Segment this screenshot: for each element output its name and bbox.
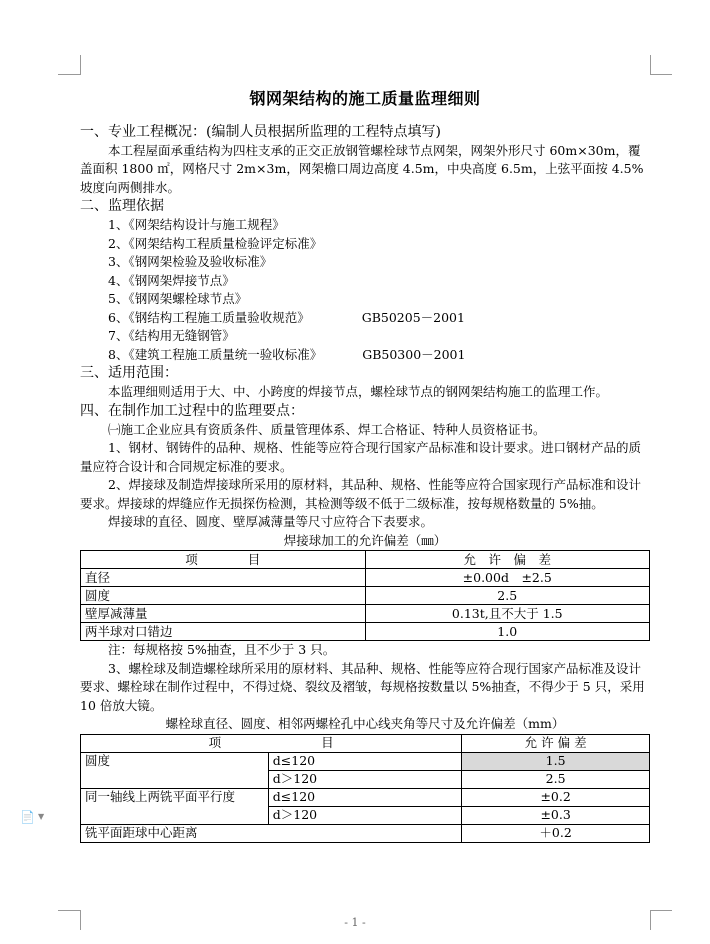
table-cell: 同一轴线上两铣平面平行度 bbox=[81, 788, 269, 824]
standard-code: GB50300－2001 bbox=[362, 346, 466, 362]
table-row bbox=[81, 752, 650, 770]
section-heading: 三、适用范围： bbox=[80, 365, 178, 381]
column-header: 允 许 偏 差 bbox=[365, 551, 650, 569]
table-cell: ＋0.2 bbox=[462, 824, 650, 842]
table-row bbox=[81, 605, 650, 623]
column-header: 项 目 bbox=[81, 734, 462, 752]
table-cell: ±0.00d ±2.5 bbox=[365, 569, 650, 587]
section-heading: 一、专业工程概况：(编制人员根据所监理的工程特点填写) bbox=[80, 123, 441, 140]
table-row bbox=[81, 623, 650, 641]
table-cell: 壁厚减薄量 bbox=[81, 605, 366, 623]
welded-ball-tolerance-table bbox=[80, 550, 650, 641]
list-item: 2、《网架结构工程质量检验评定标准》 bbox=[108, 235, 323, 251]
paragraph: 焊接球的直径、圆度、壁厚减薄量等尺寸应符合下表要求。 bbox=[108, 514, 434, 529]
table-header-row bbox=[81, 734, 650, 752]
table-note: 注：每规格按 5%抽查，且不少于 3 只。 bbox=[108, 642, 336, 657]
table-row bbox=[81, 788, 650, 806]
crop-mark bbox=[80, 55, 81, 75]
standard-code: GB50205－2001 bbox=[361, 309, 465, 325]
table-cell: 直径 bbox=[81, 569, 366, 587]
table-row bbox=[81, 587, 650, 605]
table-cell[interactable]: 1.5 bbox=[462, 752, 650, 770]
page-title: 钢网架结构的施工质量监理细则 bbox=[249, 89, 481, 108]
list-item: 7、《结构用无缝钢管》 bbox=[108, 328, 235, 343]
table-row bbox=[81, 824, 650, 842]
table-cell: 2.5 bbox=[462, 770, 650, 788]
table-cell: 两半球对口错边 bbox=[81, 623, 366, 641]
list-item: 1、《网架结构设计与施工规程》 bbox=[108, 217, 285, 232]
table-row bbox=[81, 569, 650, 587]
table-cell: 铣平面距球中心距离 bbox=[81, 824, 462, 842]
table-cell: ±0.3 bbox=[462, 806, 650, 824]
column-header: 项 目 bbox=[81, 551, 366, 569]
paragraph: 本工程屋面承重结构为四柱支承的正交正放钢管螺栓球节点网架，网架外形尺寸 60m×30m，覆盖面积 1800 ㎡，网格尺寸 2m×3m，网架檐口周边高度 4.5m，中央高度 6.5m，上弦平面按 4.5%坡度向两侧排水。 bbox=[80, 142, 644, 195]
list-item: 4、《钢网架焊接节点》 bbox=[108, 272, 235, 288]
document-icon[interactable]: 📄 bbox=[20, 810, 35, 824]
crop-mark bbox=[650, 55, 651, 75]
paragraph: 本监理细则适用于大、中、小跨度的焊接节点，螺栓球节点的钢网架结构施工的监理工作。 bbox=[108, 384, 609, 399]
section-heading: 二、监理依据 bbox=[80, 198, 164, 214]
table-cell: 圆度 bbox=[81, 587, 366, 605]
chevron-down-icon[interactable]: ▼ bbox=[38, 812, 45, 821]
table-cell: 圆度 bbox=[81, 752, 269, 788]
table-cell: d≤120 bbox=[268, 752, 461, 770]
crop-mark bbox=[650, 74, 672, 75]
table-cell: 1.0 bbox=[365, 623, 650, 641]
reference-list bbox=[80, 216, 650, 364]
page-number: - 1 - bbox=[344, 916, 366, 929]
list-item: 3、《钢网架检验及验收标准》 bbox=[108, 254, 273, 269]
crop-mark bbox=[58, 910, 80, 911]
list-item: 6、《钢结构工程施工质量验收规范》 GB50205－2001 bbox=[80, 309, 650, 328]
paragraph: ㈠施工企业应具有资质条件、质量管理体系、焊工合格证、特种人员资格证书。 bbox=[108, 421, 546, 437]
table-caption: 焊接球加工的允许偏差（㎜） bbox=[283, 532, 447, 548]
crop-mark bbox=[650, 910, 672, 911]
bolt-ball-tolerance-table bbox=[80, 734, 650, 843]
list-item: 5、《钢网架螺栓球节点》 bbox=[108, 291, 248, 306]
crop-mark bbox=[58, 74, 80, 75]
table-header-row bbox=[81, 551, 650, 569]
list-item: 8、《建筑工程施工质量统一验收标准》 GB50300－2001 bbox=[80, 346, 650, 365]
table-cell: ±0.2 bbox=[462, 788, 650, 806]
table-cell: d＞120 bbox=[268, 806, 461, 824]
table-cell: d≤120 bbox=[268, 788, 461, 806]
table-cell: 0.13t,且不大于 1.5 bbox=[365, 605, 650, 623]
section-heading: 四、在制作加工过程中的监理要点： bbox=[80, 402, 304, 419]
column-header: 允 许 偏 差 bbox=[462, 734, 650, 752]
paragraph: 1、钢材、钢铸件的品种、规格、性能等应符合现行国家产品标准和设计要求。进口钢材产品的质量应符合设计和合同规定标准的要求。 bbox=[80, 440, 641, 474]
document-page bbox=[80, 90, 650, 843]
table-cell: 2.5 bbox=[365, 587, 650, 605]
paragraph: 2、焊接球及制造焊接球所采用的原材料，其品种、规格、性能等应符合国家现行产品标准和设计要求。焊接球的焊缝应作无损探伤检测，其检测等级不低于二级标准，按每规格数量的 5%抽。 bbox=[80, 477, 641, 511]
paragraph: 3、螺栓球及制造螺栓球所采用的原材料、其品种、规格、性能等应符合现行国家产品标准及设计要求、螺栓球在制作过程中，不得过烧、裂纹及褶皱，每规格按数量以 5%抽查，不得少于 5 只，采用 10 倍放大镜。 bbox=[80, 660, 645, 713]
table-caption: 螺栓球直径、圆度、相邻两螺栓孔中心线夹角等尺寸及允许偏差（mm） bbox=[165, 716, 565, 731]
table-cell: d＞120 bbox=[268, 770, 461, 788]
